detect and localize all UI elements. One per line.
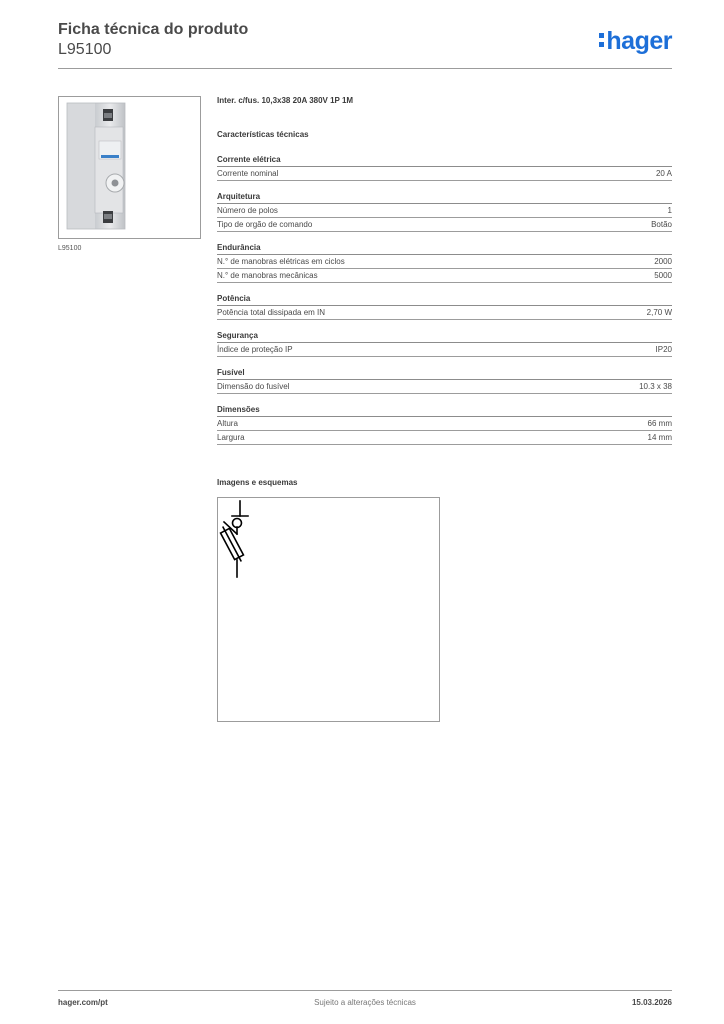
spec-label: N.° de manobras mecânicas xyxy=(217,271,318,280)
product-image xyxy=(58,96,201,239)
product-image-caption: L95100 xyxy=(58,245,82,252)
spec-value: 14 mm xyxy=(647,433,672,442)
product-description: Inter. c/fus. 10,3x38 20A 380V 1P 1M xyxy=(217,96,354,105)
spec-value: 66 mm xyxy=(647,419,672,428)
spec-value: 2,70 W xyxy=(646,308,672,317)
section-title: Fusível xyxy=(217,366,672,380)
section-title: Potência xyxy=(217,292,672,306)
spec-value: 1 xyxy=(667,206,672,215)
spec-label: Largura xyxy=(217,433,245,442)
spec-section xyxy=(217,241,672,283)
product-photo-icon xyxy=(59,97,200,238)
section-title: Segurança xyxy=(217,329,672,343)
spec-label: Tipo de orgão de comando xyxy=(217,220,313,229)
spec-label: Altura xyxy=(217,419,238,428)
spec-value: 10.3 x 38 xyxy=(639,382,672,391)
spec-label: Corrente nominal xyxy=(217,169,279,178)
fuse-switch-symbol-icon xyxy=(218,498,439,721)
footer-website-link[interactable]: hager.com/pt xyxy=(58,998,108,1007)
logo-text: hager xyxy=(606,27,672,55)
spec-row xyxy=(217,204,672,218)
spec-label: N.° de manobras elétricas em ciclos xyxy=(217,257,345,266)
spec-row xyxy=(217,431,672,445)
spec-section xyxy=(217,153,672,181)
section-title: Corrente elétrica xyxy=(217,153,672,167)
header-divider xyxy=(58,68,672,69)
section-title: Dimensões xyxy=(217,403,672,417)
footer-date: 15.03.2026 xyxy=(631,998,672,1007)
characteristics-title: Características técnicas xyxy=(217,130,309,139)
spec-label: Potência total dissipada em IN xyxy=(217,308,326,317)
page-title: Ficha técnica do produto xyxy=(58,21,249,38)
spec-row xyxy=(217,306,672,320)
schema-diagram-box xyxy=(217,497,440,722)
spec-section xyxy=(217,366,672,394)
spec-row xyxy=(217,343,672,357)
spec-label: Número de polos xyxy=(217,206,278,215)
spec-row xyxy=(217,269,672,283)
spec-row xyxy=(217,218,672,232)
spec-section xyxy=(217,190,672,232)
footer-divider xyxy=(58,990,672,991)
section-title: Endurância xyxy=(217,241,672,255)
spec-label: Índice de proteção IP xyxy=(217,345,293,354)
spec-section xyxy=(217,403,672,445)
spec-value: IP20 xyxy=(655,345,672,354)
spec-row xyxy=(217,255,672,269)
spec-value: 5000 xyxy=(654,271,672,280)
images-section-title: Imagens e esquemas xyxy=(217,478,298,487)
spec-row xyxy=(217,417,672,431)
page-header xyxy=(58,20,672,68)
hager-logo xyxy=(599,26,672,56)
logo-dots-icon xyxy=(599,33,604,47)
section-title: Arquitetura xyxy=(217,190,672,204)
product-code: L95100 xyxy=(58,41,112,58)
spec-value: 2000 xyxy=(654,257,672,266)
spec-row xyxy=(217,380,672,394)
spec-content xyxy=(217,96,672,445)
spec-section xyxy=(217,329,672,357)
spec-value: 20 A xyxy=(655,169,672,178)
footer-notice: Sujeito a alterações técnicas xyxy=(314,998,416,1007)
spec-section xyxy=(217,292,672,320)
spec-row xyxy=(217,167,672,181)
spec-label: Dimensão do fusível xyxy=(217,382,290,391)
spec-value: Botão xyxy=(651,220,672,229)
